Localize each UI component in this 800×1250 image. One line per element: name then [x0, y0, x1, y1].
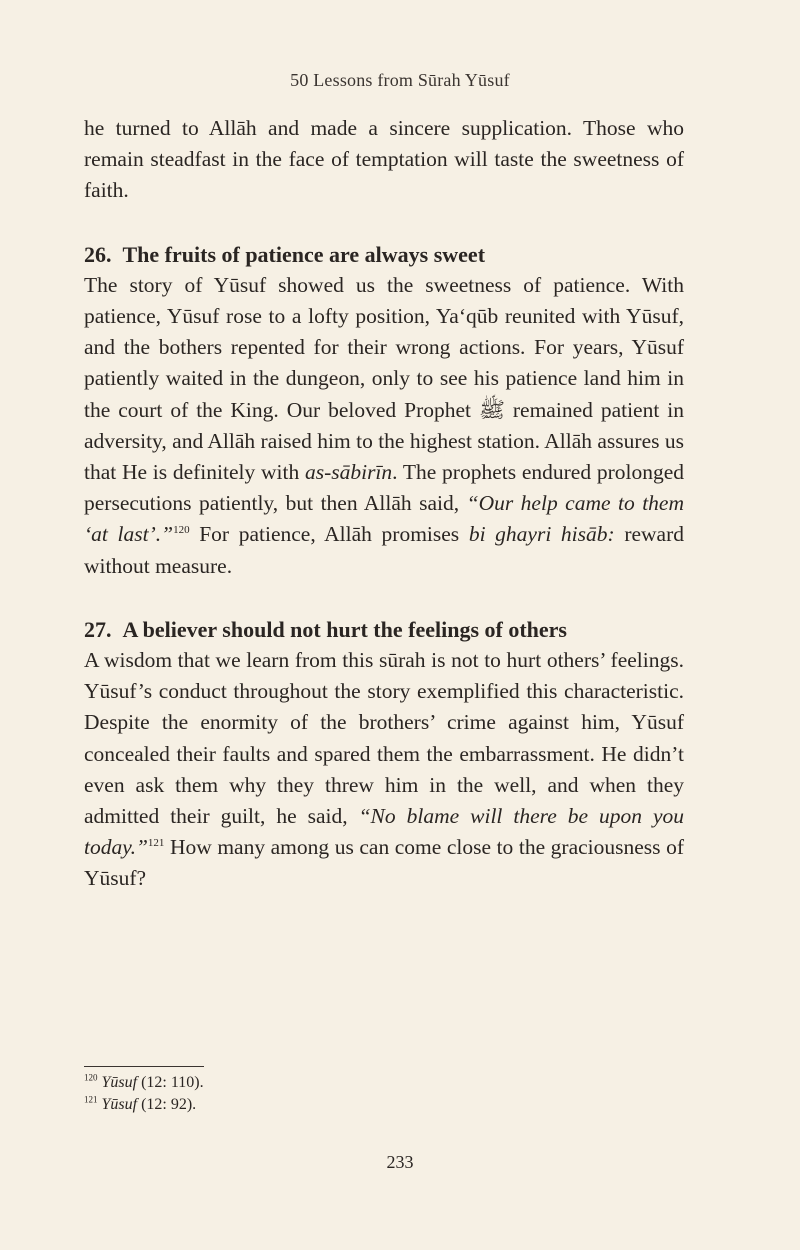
section-27-text-1: A wisdom that we learn from this sūrah is not to hurt others’ feelings. Yūsuf’s conduct throughout the story exemplified this characteristic. Despite the enormity of the brothers’ crime against him, Yūsuf concealed their faults and spared them the embarrassment. He didn’t even ask them why they threw him in the well, and when they admitted their guilt, he said,	[84, 648, 684, 829]
section-26-text-2: . The prophets endured prolonged persecutions patiently, but then Allāh said,	[84, 460, 684, 516]
footnote-source: Yūsuf	[101, 1096, 138, 1113]
footnote-ref-121: 121	[147, 837, 165, 850]
footnote-ref-120: 120	[173, 524, 190, 537]
body-text	[84, 113, 684, 895]
footnote-source: Yūsuf	[101, 1074, 138, 1091]
section-26-quote: “Our help came to them ‘at last’.”	[84, 491, 684, 547]
section-26-italic-term-2: bi ghayri hisāb:	[468, 522, 615, 547]
footnote-divider	[84, 1066, 204, 1067]
section-27-text-2: How many among us can come close to the graciousness of Yūsuf?	[84, 835, 684, 891]
footnote-number: 120	[84, 1072, 98, 1083]
intro-paragraph: he turned to Allāh and made a sincere supplication. Those who remain steadfast in the face of temptation will taste the sweetness of faith.	[84, 116, 684, 203]
section-27-quote: “No blame will there be upon you today.”	[84, 804, 684, 860]
footnote-reference: (12: 92).	[137, 1096, 197, 1113]
footnote-number: 121	[84, 1094, 98, 1105]
footnote-120	[84, 1072, 484, 1094]
section-26-paragraph	[84, 270, 684, 582]
section-26-heading: 26. The fruits of patience are always sweet	[84, 241, 486, 267]
section-27-paragraph	[84, 645, 684, 895]
footnote-reference: (12: 110).	[137, 1074, 204, 1091]
running-header: 50 Lessons from Sūrah Yūsuf	[290, 70, 510, 90]
section-26-italic-term-1: as-sābirīn	[304, 460, 393, 485]
footnotes	[84, 1072, 484, 1116]
section-26-text-1: The story of Yūsuf showed us the sweetness of patience. With patience, Yūsuf rose to a lofty position, Ya‘qūb reunited with Yūsuf, and the bothers repented for their wrong actions. For years, Yūsuf patiently waited in the dungeon, only to see his patience land him in the court of the King. Our beloved Prophet ﷺ remained patient in adversity, and Allāh raised him to the highest station. Allāh assures us that He is definitely with	[84, 272, 684, 485]
page-number: 233	[386, 1152, 414, 1172]
section-26-text-4: reward without measure.	[84, 522, 684, 578]
footnote-121	[84, 1094, 484, 1116]
section-27-heading: 27. A believer should not hurt the feelings of others	[84, 616, 567, 642]
section-26-text-3: For patience, Allāh promises	[189, 522, 469, 547]
